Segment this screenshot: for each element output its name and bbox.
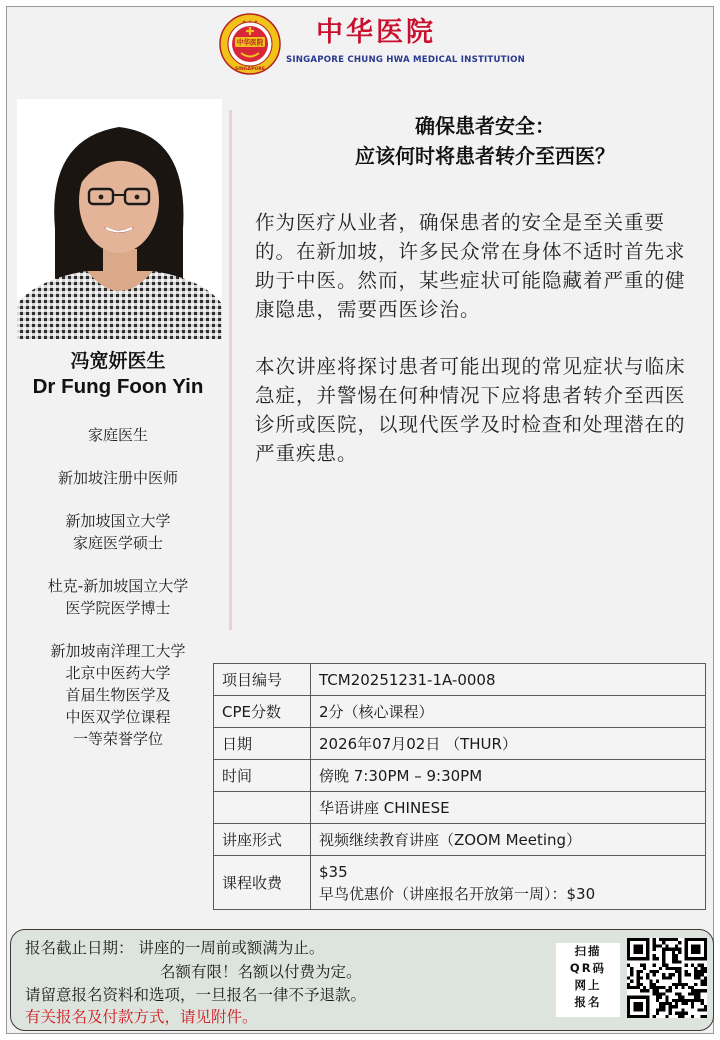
- row-key: 项目编号: [214, 664, 311, 696]
- speaker-name-cn: 冯宽妍医生: [70, 350, 166, 372]
- row-value: 视频继续教育讲座（ZOOM Meeting）: [311, 824, 706, 856]
- table-row-fee: [214, 856, 706, 910]
- scan-label-line: QR码: [569, 961, 607, 975]
- row-key: 讲座形式: [214, 824, 311, 856]
- speaker-credentials: [0, 424, 236, 771]
- lecture-paragraph-1: 作为医疗从业者，确保患者的安全是至关重要的。在新加坡，许多民众常在身体不适时首先求助于中医。然而，某些症状可能隐藏着严重的健康隐患，需要西医诊治。: [255, 211, 686, 321]
- lecture-paragraph-2: 本次讲座将探讨患者可能出现的常见症状与临床急症，并警惕在何种情况下应将患者转介至西医诊所或医院，以现代医学及时检查和处理潜在的严重疾患。: [255, 355, 686, 465]
- speaker-photo: [17, 99, 222, 339]
- credential-item: 新加坡注册中医师: [57, 469, 178, 487]
- table-row: [214, 664, 706, 696]
- lecture-details-table: [213, 663, 706, 910]
- row-key: 课程收费: [214, 856, 311, 910]
- scan-label-line: 扫描: [574, 944, 602, 958]
- table-row: [214, 728, 706, 760]
- credential-item: 杜克-新加坡国立大学 医学院医学博士: [47, 577, 189, 617]
- row-key: CPE分数: [214, 696, 311, 728]
- row-value: 傍晚 7:30PM – 9:30PM: [311, 760, 706, 792]
- hospital-logo: [219, 13, 281, 75]
- table-row: [214, 760, 706, 792]
- svg-text:中华医院: 中华医院: [236, 38, 264, 47]
- org-name-cn: 中华医院: [316, 17, 436, 48]
- svg-text:✦ ✦ ✦: ✦ ✦ ✦: [241, 19, 259, 26]
- limited-seats-text: 名额有限！名额以付费为定。: [160, 963, 362, 981]
- credential-item: 家庭医生: [87, 426, 148, 444]
- scan-label-line: 报名: [574, 995, 602, 1009]
- lecture-title: 确保患者安全： 应该何时将患者转介至西医？: [355, 114, 615, 168]
- scan-qr-label: [556, 943, 620, 1017]
- row-value-fee: [311, 856, 706, 910]
- deadline-text: 报名截止日期： 讲座的一周前或额满为止。: [25, 939, 325, 957]
- scan-label-line: 网上: [574, 978, 602, 992]
- table-row: [214, 696, 706, 728]
- credential-item: 新加坡南洋理工大学 北京中医药大学 首届生物医学及 中医双学位课程 一等荣誉学位: [50, 642, 186, 748]
- org-name-en: SINGAPORE CHUNG HWA MEDICAL INSTITUTION: [286, 55, 526, 65]
- row-value: 华语讲座 CHINESE: [311, 792, 706, 824]
- row-key: 日期: [214, 728, 311, 760]
- speaker-name-en: Dr Fung Foon Yin: [32, 375, 204, 398]
- fee-regular: $35: [319, 862, 348, 881]
- fee-early-bird: 早鸟优惠价（讲座报名开放第一周）：$30: [319, 884, 596, 903]
- refund-policy-text: 请留意报名资料和选项，一旦报名一律不予退款。: [25, 986, 367, 1004]
- svg-text:SINGAPORE: SINGAPORE: [234, 67, 266, 72]
- payment-note-text: 有关报名及付款方式，请见附件。: [25, 1008, 258, 1026]
- registration-qr-code[interactable]: [627, 938, 707, 1018]
- table-row: [214, 792, 706, 824]
- row-value: 2026年07月02日 （THUR）: [311, 728, 706, 760]
- row-value: 2分（核心课程）: [311, 696, 706, 728]
- row-value: TCM20251231-1A-0008: [311, 664, 706, 696]
- registration-footer: [10, 929, 714, 1031]
- table-row: [214, 824, 706, 856]
- row-key: 时间: [214, 760, 311, 792]
- credential-item: 新加坡国立大学 家庭医学硕士: [65, 512, 171, 552]
- row-key: [214, 792, 311, 824]
